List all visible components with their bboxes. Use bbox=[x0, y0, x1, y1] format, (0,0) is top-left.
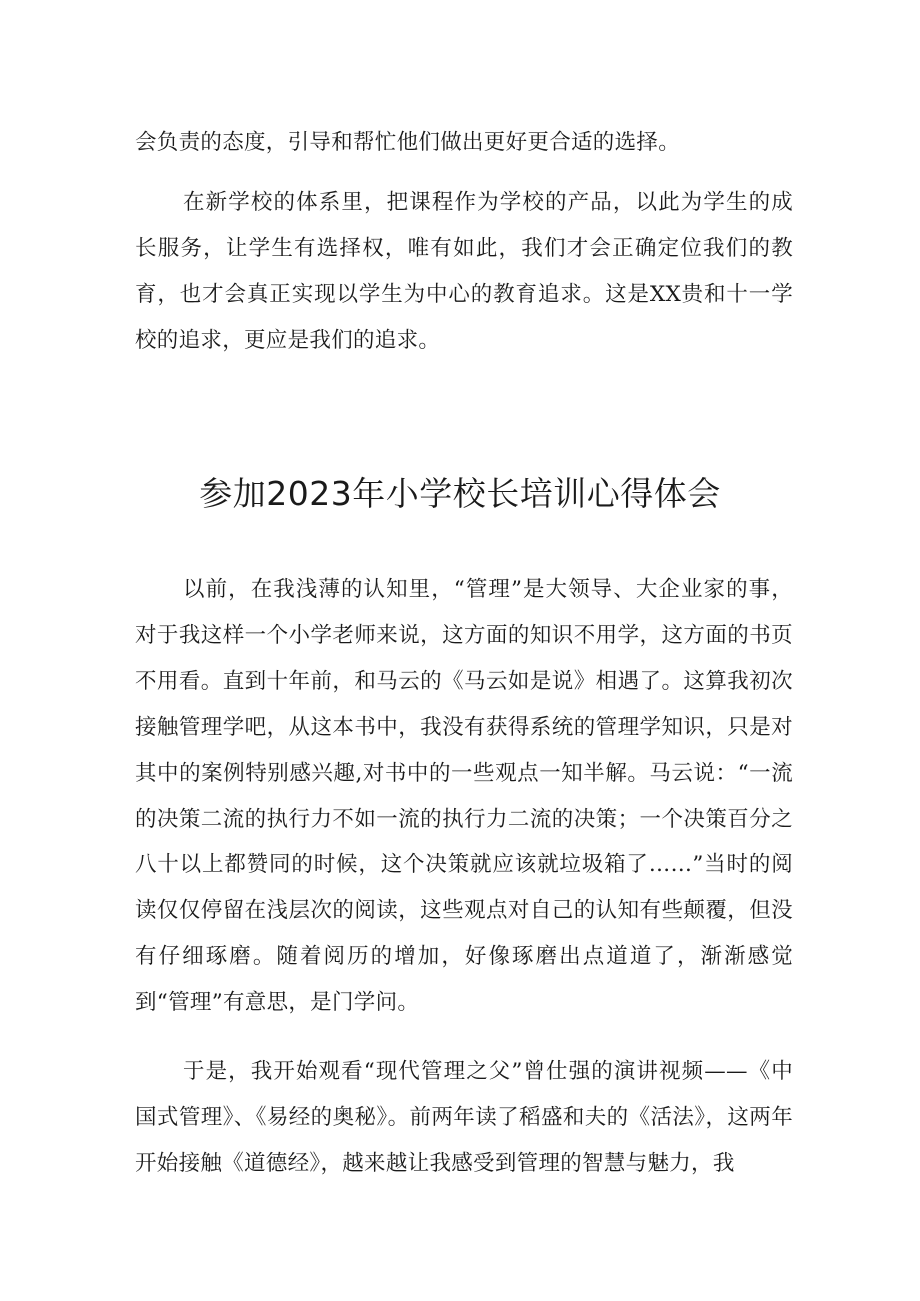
continuation-paragraph: 会负责的态度，引导和帮忙他们做出更好更合适的选择。 bbox=[135, 130, 681, 155]
management-awareness-paragraph: 以前，在我浅薄的认知里，“管理”是大领导、大企业家的事，对于我这样一个小学老师来说，这方面的知识不用学，这方面的书页不用看。直到十年前，和马云的《马云如是说》相遇了。这算我初次接触管理学吧，从这本书中，我没有获得系统的管理学知识，只是对其中的案例特别感兴趣,对书中的一些观点一知半解。马云说：“一流的决策二流的执行力不如一流的执行力二流的决策；一个决策百分之八十以上都赞同的时候，这个决策就应该就垃圾箱了……”当时的阅读仅仅停留在浅层次的阅读，这些观点对自己的认知有些颠覆，但没有仔细琢磨。随着阅历的增加，好像琢磨出点道道了，渐渐感觉到“管理”有意思，是门学问。 bbox=[135, 577, 793, 1016]
article-title: 参加2023年小学校长培训心得体会 bbox=[199, 474, 721, 513]
management-study-paragraph: 于是，我开始观看“现代管理之父”曾仕强的演讲视频——《中国式管理》、《易经的奥秘》。前两年读了稻盛和夫的《活法》，这两年开始接触《道德经》，越来越让我感受到管理的智慧与魅力，我 bbox=[135, 1059, 793, 1176]
school-curriculum-paragraph: 在新学校的体系里，把课程作为学校的产品，以此为学生的成长服务，让学生有选择权，唯有如此，我们才会正确定位我们的教育，也才会真正实现以学生为中心的教育追求。这是XX贵和十一学校的追求，更应是我们的追求。 bbox=[135, 190, 793, 353]
